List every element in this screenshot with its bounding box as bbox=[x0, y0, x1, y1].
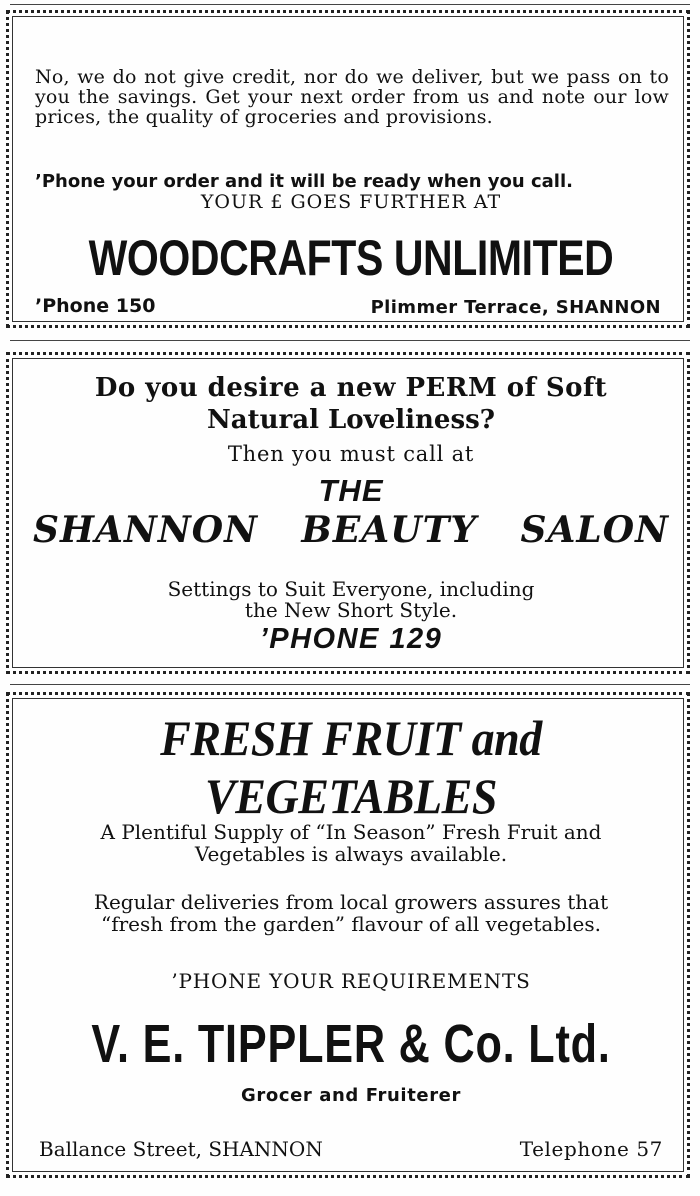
woodcrafts-ad bbox=[6, 10, 690, 328]
woodcrafts-brand: WOODCRAFTS UNLIMITED bbox=[88, 230, 614, 286]
separator-rule-1 bbox=[10, 340, 690, 341]
goes-further-line: YOUR £ GOES FURTHER AT bbox=[200, 191, 502, 213]
salon-name bbox=[33, 509, 669, 551]
fruit-paragraph-1 bbox=[9, 821, 693, 865]
phone-order-line: ’Phone your order and it will be ready when you call. bbox=[35, 171, 573, 192]
fruit-heading: FRESH FRUIT and VEGETABLES bbox=[160, 710, 542, 824]
salon-phone: ’PHONE 129 bbox=[259, 623, 443, 655]
fruit-paragraph-1-line1: A Plentiful Supply of “In Season” Fresh Fruit and bbox=[100, 820, 602, 844]
fruit-requirements: ’PHONE YOUR REQUIREMENTS bbox=[171, 969, 531, 993]
tippler-subtitle: Grocer and Fruiterer bbox=[241, 1085, 461, 1106]
beauty-salon-ad bbox=[6, 352, 690, 674]
salon-headline-line2: Natural Loveliness? bbox=[207, 405, 495, 435]
fruit-paragraph-2 bbox=[9, 891, 693, 935]
salon-settings bbox=[9, 579, 693, 621]
fruit-paragraph-1-line2: Vegetables is always available. bbox=[194, 842, 508, 866]
tippler-address: Ballance Street, SHANNON bbox=[39, 1137, 323, 1161]
fruit-paragraph-2-line1: Regular deliveries from local growers assures that bbox=[93, 890, 609, 914]
salon-name-word: SHANNON bbox=[33, 509, 259, 551]
top-rule bbox=[10, 4, 690, 5]
tippler-brand: V. E. TIPPLER & Co. Ltd. bbox=[91, 1014, 611, 1074]
salon-headline-line1: Do you desire a new PERM of Soft bbox=[94, 373, 608, 403]
salon-name-word: BEAUTY bbox=[301, 509, 478, 551]
salon-name-word: SALON bbox=[520, 509, 669, 551]
woodcrafts-phone: ’Phone 150 bbox=[35, 295, 156, 317]
woodcrafts-address: Plimmer Terrace, SHANNON bbox=[370, 297, 661, 318]
fruit-vegetables-ad bbox=[6, 692, 690, 1178]
fruit-paragraph-2-line2: “fresh from the garden” flavour of all vegetables. bbox=[100, 912, 602, 936]
salon-settings-line1: Settings to Suit Everyone, including bbox=[167, 577, 535, 601]
salon-call-line: Then you must call at bbox=[227, 442, 475, 466]
salon-settings-line2: the New Short Style. bbox=[244, 598, 458, 622]
separator-rule-2 bbox=[10, 684, 690, 685]
woodcrafts-body-text: No, we do not give credit, nor do we deliver, but we pass on to you the savings. Get your next order from us and note our low prices, the quality of groceries and provisions. bbox=[35, 66, 669, 128]
salon-the: THE bbox=[318, 473, 384, 508]
tippler-telephone: Telephone 57 bbox=[519, 1137, 663, 1161]
